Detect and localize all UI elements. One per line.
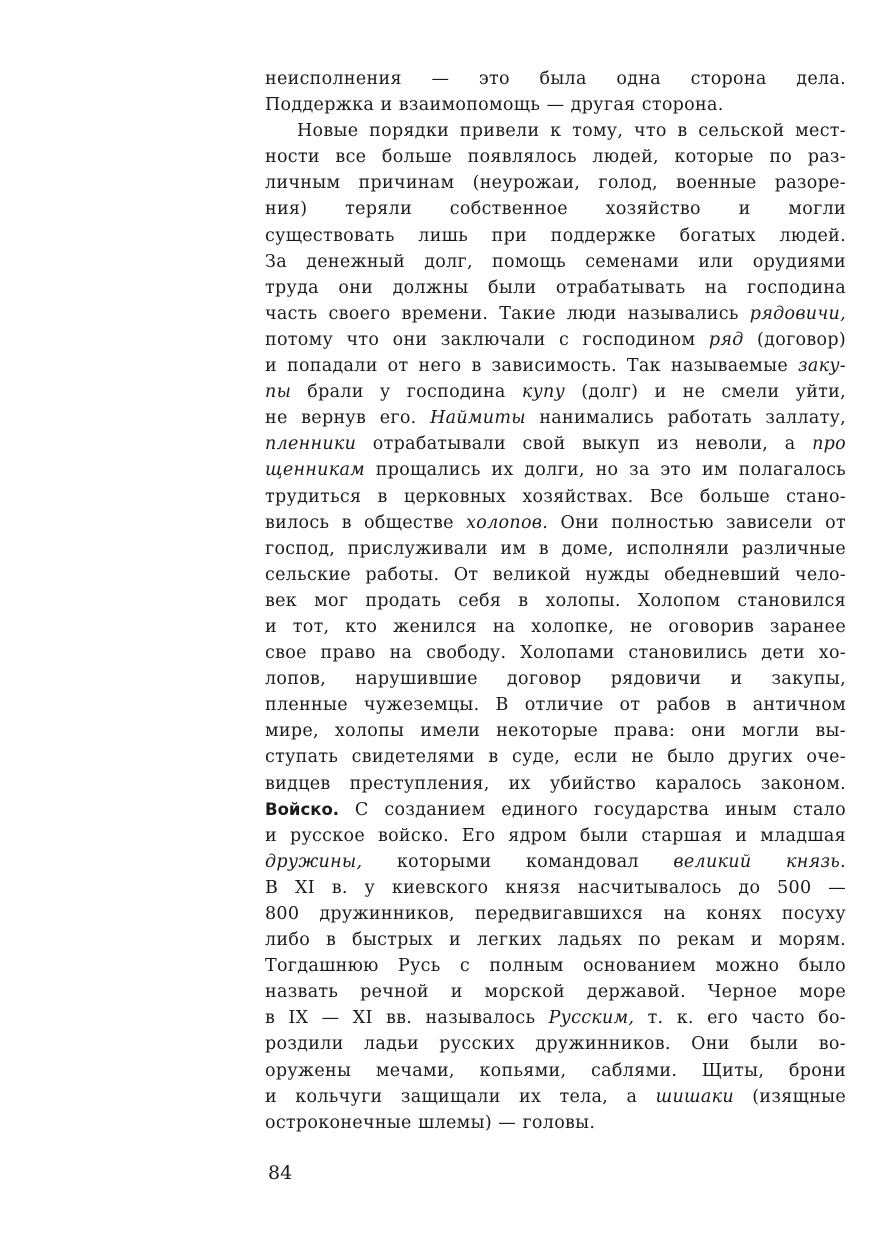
text-line	[265, 301, 846, 327]
term-ryadovichi: рядовичи,	[749, 303, 846, 324]
text-run: потому что они заключали с господином	[265, 329, 709, 350]
text-line: мире, холопы имели некоторые права: они могли вы-	[265, 721, 846, 742]
text-run: т. к. его часто бо-	[634, 1008, 846, 1029]
text-line: господ, прислуживали им в доме, исполняли различные	[265, 538, 846, 559]
text-line	[265, 510, 846, 536]
text-line	[265, 457, 846, 483]
text-line	[265, 431, 846, 457]
text-line: личным причинам (неурожаи, голод, военные разоре-	[265, 173, 846, 194]
term-velikiy-knyaz: великий князь.	[673, 851, 846, 872]
text-line: существовать лишь при поддержке богатых людей.	[265, 225, 846, 246]
text-run: и попадали от него в зависимость. Так называемые	[265, 356, 798, 377]
text-line	[265, 849, 846, 875]
text-run: часть своего времени. Такие люди назывались	[265, 303, 750, 324]
text-run: брали у господина	[291, 382, 522, 403]
text-run: и кольчуги защищали их тела, а	[265, 1086, 656, 1107]
term-zakupy-start: заку-	[798, 356, 846, 377]
page-number: 84	[268, 1162, 293, 1184]
text-run: вилось в обществе	[265, 512, 467, 533]
text-line: лопов, нарушившие договор рядовичи и закупы,	[265, 669, 846, 690]
term-druzhiny: дружины,	[265, 851, 363, 872]
text-line: свое право на свободу. Холопами становились дети хо-	[265, 643, 846, 664]
text-line	[265, 353, 846, 379]
text-run: в IX — XI вв. называлось	[265, 1008, 549, 1029]
term-russkim: Русским,	[548, 1008, 635, 1029]
text-run: (изящные	[733, 1086, 846, 1107]
text-line: и тот, кто женился на холопке, не оговорив заранее	[265, 616, 846, 637]
text-line: видцев преступления, их убийство каралось законом.	[265, 773, 846, 794]
text-run: которыми командовал	[362, 851, 674, 872]
text-line: ступать свидетелями в суде, если не было других оче-	[265, 747, 846, 768]
section-heading: Войско.	[265, 799, 340, 819]
text-line: 800 дружинников, передвигавшихся на конях посуху	[265, 904, 846, 924]
text-line: век мог продать себя в холопы. Холопом становился	[265, 590, 846, 611]
text-run: (долг) и не смели уйти,	[565, 382, 846, 403]
text-run: отрабатывали свой выкуп из неволи, а	[356, 434, 813, 455]
text-line: оружены мечами, копьями, саблями. Щиты, брони	[265, 1060, 846, 1081]
term-proshchenniki-start: про	[812, 434, 846, 455]
term-shishaki: шишаки	[655, 1086, 734, 1107]
text-line: В XI в. у киевского князя насчитывалось до 500 —	[265, 877, 846, 898]
text-line	[265, 1005, 846, 1031]
text-line: назвать речной и морской державой. Черное море	[265, 982, 846, 1003]
text-line: Поддержка и взаимопомощь — другая сторона.	[265, 95, 724, 116]
text-line: Тогдашнюю Русь с полным основанием можно было	[265, 956, 846, 977]
term-zakupy-end: пы	[265, 382, 292, 403]
text-run: не вернув его.	[265, 408, 431, 429]
text-line: ния) теряли собственное хозяйство и могли	[265, 199, 846, 220]
text-line: неисполнения — это была одна сторона дела.	[265, 69, 846, 89]
text-run: прощались их долги, но за это им полагалось	[365, 460, 846, 481]
term-proshchenniki-end: щенникам	[265, 460, 365, 481]
text-line: ности все больше появлялось людей, которые по раз-	[265, 147, 846, 168]
text-line: Новые порядки привели к тому, что в сельской мест-	[297, 121, 846, 142]
term-kholopy: холопов.	[466, 512, 549, 533]
text-run: нанимались работать заллату,	[525, 408, 847, 429]
text-line	[265, 797, 846, 823]
text-run: Они полностью зависели от	[548, 512, 846, 533]
text-line	[265, 379, 846, 405]
page-body	[265, 66, 846, 1136]
text-line: сельские работы. От великой нужды обедневший чело-	[265, 564, 846, 585]
term-plenniki: пленники	[265, 434, 357, 455]
text-line: либо в быстрых и легких ладьях по рекам и морям.	[265, 930, 846, 951]
text-line	[265, 1084, 846, 1110]
term-naymity: Наймиты	[430, 408, 526, 429]
text-line: и русское войско. Его ядром были старшая и младшая	[265, 825, 846, 846]
text-run: (договор)	[743, 329, 846, 350]
term-kupa: купу	[521, 382, 566, 403]
text-line: роздили ладьи русских дружинников. Они были во-	[265, 1034, 846, 1055]
text-line: трудиться в церковных хозяйствах. Все больше стано-	[265, 486, 846, 507]
text-line	[265, 327, 846, 353]
text-line	[265, 405, 846, 431]
text-run: С созданием единого государства иным стало	[339, 799, 846, 820]
term-ryad: ряд	[708, 329, 744, 350]
text-line: За денежный долг, помощь семенами или орудиями	[265, 251, 846, 272]
text-line: пленные чужеземцы. В отличие от рабов в античном	[265, 695, 846, 716]
text-line: остроконечные шлемы) — головы.	[265, 1112, 596, 1133]
text-line: труда они должны были отрабатывать на господина	[265, 277, 846, 298]
